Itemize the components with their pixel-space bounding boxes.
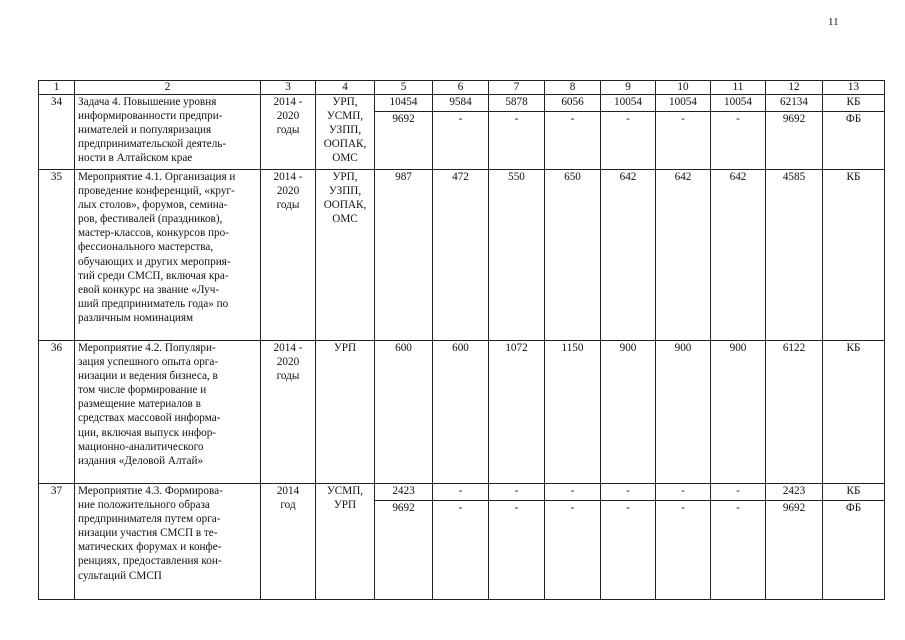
value-cell: -	[656, 501, 711, 600]
header-cell: 13	[823, 81, 885, 95]
header-cell: 2	[75, 81, 261, 95]
program-table	[38, 80, 885, 600]
activity-description-line: Мероприятие 4.1. Организация и	[78, 171, 236, 183]
value-cell: -	[489, 484, 545, 501]
row-number: 36	[39, 341, 75, 484]
executors-line: УЗПП,	[328, 185, 362, 198]
executors-line: ОМС	[332, 152, 358, 165]
period-line: год	[280, 499, 296, 512]
header-cell: 4	[316, 81, 375, 95]
activity-description-line: евой конкурс на звание «Луч-	[78, 283, 220, 296]
value-cell: -	[545, 501, 601, 600]
activity-description-line: низации участия СМСП в те-	[78, 527, 218, 540]
value-cell: 650	[545, 170, 601, 341]
activity-description-line: ции, включая выпуск инфор-	[78, 426, 217, 439]
value-cell: 642	[711, 170, 766, 341]
value-cell: -	[711, 484, 766, 501]
value-cell: 6122	[766, 341, 823, 484]
executors-line: УРП	[333, 342, 357, 354]
value-cell: -	[433, 484, 489, 501]
activity-description	[75, 95, 261, 170]
executors-line: ООПАК,	[323, 199, 367, 212]
value-cell: 900	[711, 341, 766, 484]
value-cell: 1072	[489, 341, 545, 484]
executors	[316, 95, 375, 170]
header-cell: 10	[656, 81, 711, 95]
table-row	[39, 341, 885, 484]
header-cell: 5	[375, 81, 433, 95]
value-cell: -	[489, 112, 545, 170]
value-cell: -	[545, 112, 601, 170]
header-cell: 7	[489, 81, 545, 95]
executors-line: УРП	[333, 499, 357, 512]
executors-line: УСМП,	[326, 110, 364, 123]
executors	[316, 170, 375, 341]
activity-description-line: ренциях, предоставления кон-	[78, 555, 222, 568]
funding-source: КБ	[823, 341, 885, 484]
funding-source: ФБ	[823, 112, 885, 170]
header-row	[39, 81, 885, 95]
period-line: 2014	[276, 485, 300, 497]
value-cell: -	[711, 112, 766, 170]
value-cell: 9584	[433, 95, 489, 112]
table-row	[39, 95, 885, 112]
executors-line: ОМС	[332, 213, 358, 226]
activity-description-line: ров, фестивалей (праздников),	[78, 213, 223, 226]
period-line: годы	[276, 124, 300, 137]
activity-description-line: мастер-классов, конкурсов про-	[78, 227, 229, 240]
executors-line: УРП,	[332, 96, 358, 108]
activity-description-line: издания «Деловой Алтай»	[78, 454, 204, 467]
activity-description-line: нимателей и популяризация	[78, 124, 212, 137]
value-cell: -	[601, 484, 656, 501]
value-cell: 600	[433, 341, 489, 484]
value-cell: 6056	[545, 95, 601, 112]
value-cell: 900	[656, 341, 711, 484]
value-cell: 9692	[766, 501, 823, 600]
activity-description	[75, 341, 261, 484]
period-line: 2014 -	[273, 96, 303, 108]
activity-description-line: обучающих и других мероприя-	[78, 255, 231, 268]
value-cell: 10054	[711, 95, 766, 112]
funding-source: КБ	[823, 170, 885, 341]
period-line: годы	[276, 370, 300, 383]
row-number: 37	[39, 484, 75, 600]
activity-description-line: тий среди СМСП, включая кра-	[78, 269, 229, 282]
value-cell: 10454	[375, 95, 433, 112]
executors	[316, 484, 375, 600]
activity-description-line: лых столов», форумов, семина-	[78, 199, 228, 212]
period	[261, 170, 316, 341]
activity-description-line: Мероприятие 4.3. Формирова-	[78, 485, 223, 497]
period	[261, 484, 316, 600]
header-cell: 3	[261, 81, 316, 95]
value-cell: 600	[375, 341, 433, 484]
executors-line: ООПАК,	[323, 138, 367, 151]
activity-description-line: различным номинациям	[78, 311, 194, 324]
value-cell: -	[601, 501, 656, 600]
header-cell: 8	[545, 81, 601, 95]
activity-description-line: ший предприниматель года» по	[78, 297, 229, 310]
value-cell: 900	[601, 341, 656, 484]
period-line: 2014 -	[273, 171, 303, 183]
value-cell: 550	[489, 170, 545, 341]
row-number: 34	[39, 95, 75, 170]
value-cell: -	[433, 501, 489, 600]
value-cell: 9692	[766, 112, 823, 170]
value-cell: 1150	[545, 341, 601, 484]
header-cell: 1	[39, 81, 75, 95]
funding-source: ФБ	[823, 501, 885, 600]
period-line: 2020	[276, 110, 300, 123]
activity-description	[75, 484, 261, 600]
activity-description-line: информированности предпри-	[78, 110, 223, 123]
table-row	[39, 170, 885, 341]
header-cell: 6	[433, 81, 489, 95]
header-cell: 11	[711, 81, 766, 95]
activity-description-line: предпринимательской деятель-	[78, 138, 227, 151]
value-cell: 4585	[766, 170, 823, 341]
value-cell: 9692	[375, 112, 433, 170]
activity-description-line: проведение конференций, «круг-	[78, 185, 235, 198]
value-cell: 62134	[766, 95, 823, 112]
value-cell: 642	[656, 170, 711, 341]
table-row	[39, 484, 885, 501]
activity-description-line: ние положительного образа	[78, 499, 210, 512]
header-cell: 12	[766, 81, 823, 95]
activity-description-line: Мероприятие 4.2. Популяри-	[78, 342, 216, 354]
value-cell: 2423	[375, 484, 433, 501]
activity-description-line: том числе формирование и	[78, 384, 207, 397]
value-cell: -	[656, 112, 711, 170]
executors-line: УСМП,	[326, 485, 364, 497]
header-cell: 9	[601, 81, 656, 95]
executors-line: УРП,	[332, 171, 358, 183]
value-cell: 9692	[375, 501, 433, 600]
period-line: 2020	[276, 185, 300, 198]
activity-description-line: низации и ведения бизнеса, в	[78, 370, 218, 383]
value-cell: -	[545, 484, 601, 501]
value-cell: -	[433, 112, 489, 170]
activity-description-line: фессионального мастерства,	[78, 241, 214, 254]
activity-description-line: зация успешного опыта орга-	[78, 356, 219, 369]
activity-description-line: ности в Алтайском крае	[78, 152, 193, 165]
activity-description-line: Задача 4. Повышение уровня	[78, 96, 217, 108]
funding-source: КБ	[823, 95, 885, 112]
activity-description	[75, 170, 261, 341]
value-cell: 2423	[766, 484, 823, 501]
period	[261, 341, 316, 484]
activity-description-line: размещение материалов в	[78, 398, 201, 411]
value-cell: 642	[601, 170, 656, 341]
value-cell: 10054	[656, 95, 711, 112]
page-number: 11	[828, 16, 839, 28]
period	[261, 95, 316, 170]
row-number: 35	[39, 170, 75, 341]
value-cell: 10054	[601, 95, 656, 112]
activity-description-line: предпринимателя путем орга-	[78, 513, 221, 526]
activity-description-line: сультаций СМСП	[78, 569, 162, 582]
executors	[316, 341, 375, 484]
activity-description-line: мационно-аналитического	[78, 440, 204, 453]
value-cell: -	[711, 501, 766, 600]
period-line: 2014 -	[273, 342, 303, 354]
period-line: годы	[276, 199, 300, 212]
funding-source: КБ	[823, 484, 885, 501]
activity-description-line: средствах массовой информа-	[78, 412, 221, 425]
value-cell: 987	[375, 170, 433, 341]
executors-line: УЗПП,	[328, 124, 362, 137]
value-cell: 5878	[489, 95, 545, 112]
value-cell: -	[489, 501, 545, 600]
period-line: 2020	[276, 356, 300, 369]
value-cell: -	[656, 484, 711, 501]
activity-description-line: матических форумах и конфе-	[78, 541, 222, 554]
value-cell: -	[601, 112, 656, 170]
value-cell: 472	[433, 170, 489, 341]
